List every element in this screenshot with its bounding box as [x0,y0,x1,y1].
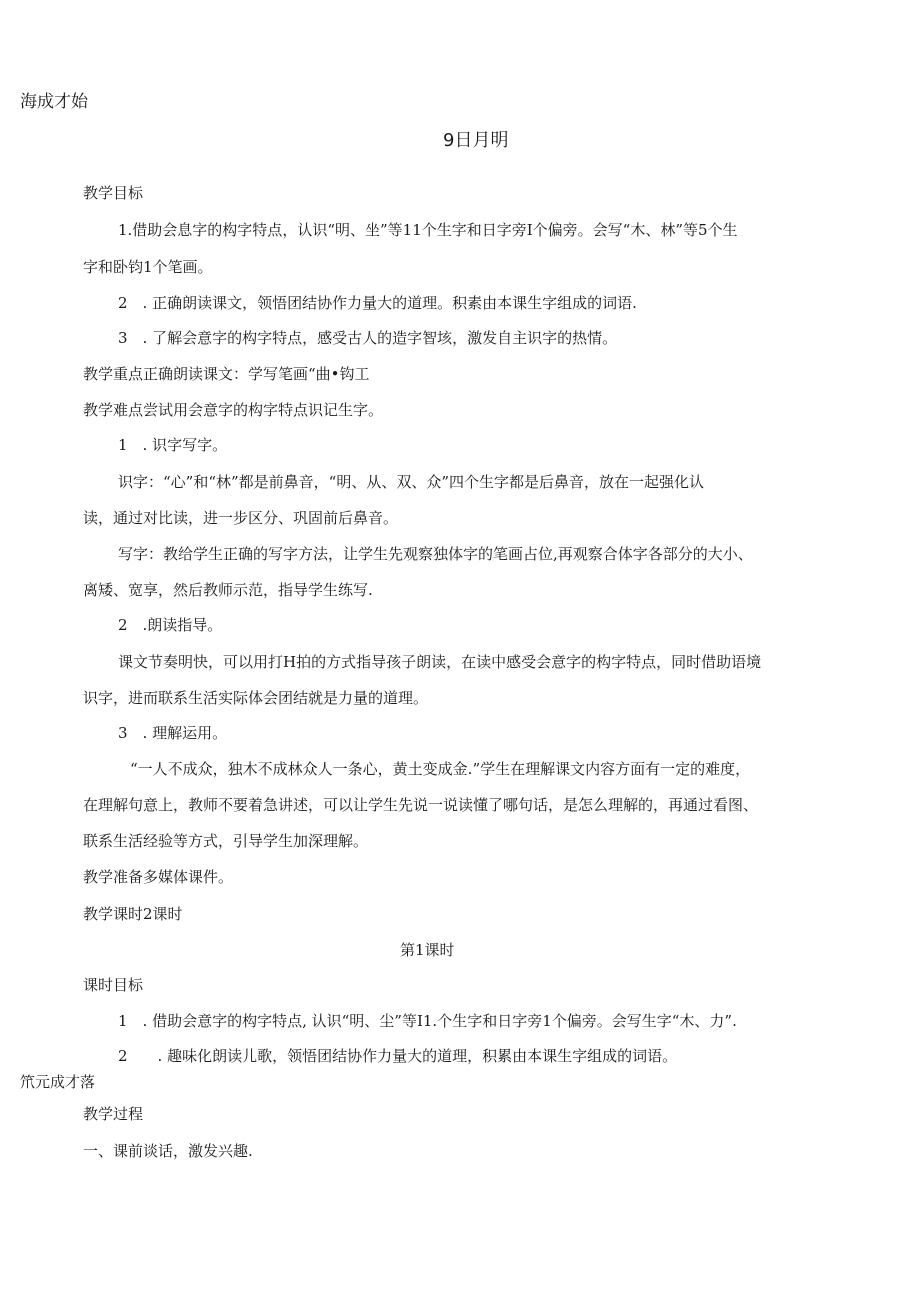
page-title: 9日月明 [443,130,509,151]
lesson-goal-1: 1 . 借助会意字的构字特点, 认识“明、尘”等I1.个生字和日字旁1个偏旁。会写生字“木、力”. [118,1012,737,1030]
lesson-1-title: 第1课时 [400,941,455,959]
goal-item-1-line-2: 字和卧钧1个笔画。 [83,258,213,276]
method-3-para-line-3: 联系生活经验等方式，引导学生加深理解。 [83,832,369,850]
goal-item-2: 2 . 正确朗读课文，领悟团结协作力量大的道理。积素由本课生字组成的词语. [118,294,637,312]
method-2-title: 2 .朗读指导。 [118,616,223,634]
footer-mark: 笊元成才落 [20,1073,96,1091]
goal-item-3: 3 . 了解会意字的构字特点，感受古人的造字智垓，激发自主识字的热情。 [118,329,618,347]
method-1-para-2-line-1: 写字：教给学生正确的写字方法，让学生先观察独体字的笔画占位,再观察合体字各部分的大小、 [118,545,753,563]
difficulty: 教学难点尝试用会意字的构字特点识记生字。 [83,401,384,419]
lesson-goal-2: 2 . 趣味化朗读儿歌，领悟团结协作力量大的道理，积累由本课生字组成的词语。 [118,1047,678,1065]
goal-item-1-line-1: 1.借助会息字的构字特点，认识“明、坐”等11个生字和日字旁I个偏旁。会写“木、林”等5个生 [118,221,738,239]
method-1-title: 1 . 识字写字。 [118,436,228,454]
section-heading-goals: 教学目标 [83,184,144,202]
method-3-title: 3 . 理解运用。 [118,724,228,742]
method-2-para-line-1: 课文节奏明快，可以用打H拍的方式指导孩子朗读，在读中感受会意字的构字特点，同时借助语境 [118,653,762,671]
header-corner-label: 海成才始 [20,92,88,112]
lesson-goal-heading: 课时目标 [83,976,144,994]
method-3-para-line-1: “一人不成众，独木不成林众人一条心，黄土变成金.”学生在理解课文内容方面有一定的难度， [130,760,751,778]
process-step-1: 一、课前谈话，激发兴趣. [83,1142,253,1160]
method-3-para-line-2: 在理解句意上，教师不要着急讲述，可以让学生先说一说读懂了哪句话，是怎么理解的，再通过看图、 [83,796,759,814]
teaching-prep: 教学准备多媒体课件。 [83,868,234,886]
key-point: 教学重点正确朗读课文：学写笔画“曲•钩工 [83,365,370,383]
method-1-para-1-line-1: 识字：“心”和“林”都是前鼻音，“明、从、双、众”四个生字都是后鼻音，放在一起强化认 [118,473,705,491]
process-heading: 教学过程 [83,1105,144,1123]
method-1-para-1-line-2: 读，通过对比读，进一步区分、巩固前后鼻音。 [83,509,399,527]
teaching-hours: 教学课时2课时 [83,905,183,923]
method-2-para-line-2: 识字，进而联系生活实际体会团结就是力量的道理。 [83,689,429,707]
method-1-para-2-line-2: 离矮、宽享，然后教师示范，指导学生练写. [83,581,373,599]
